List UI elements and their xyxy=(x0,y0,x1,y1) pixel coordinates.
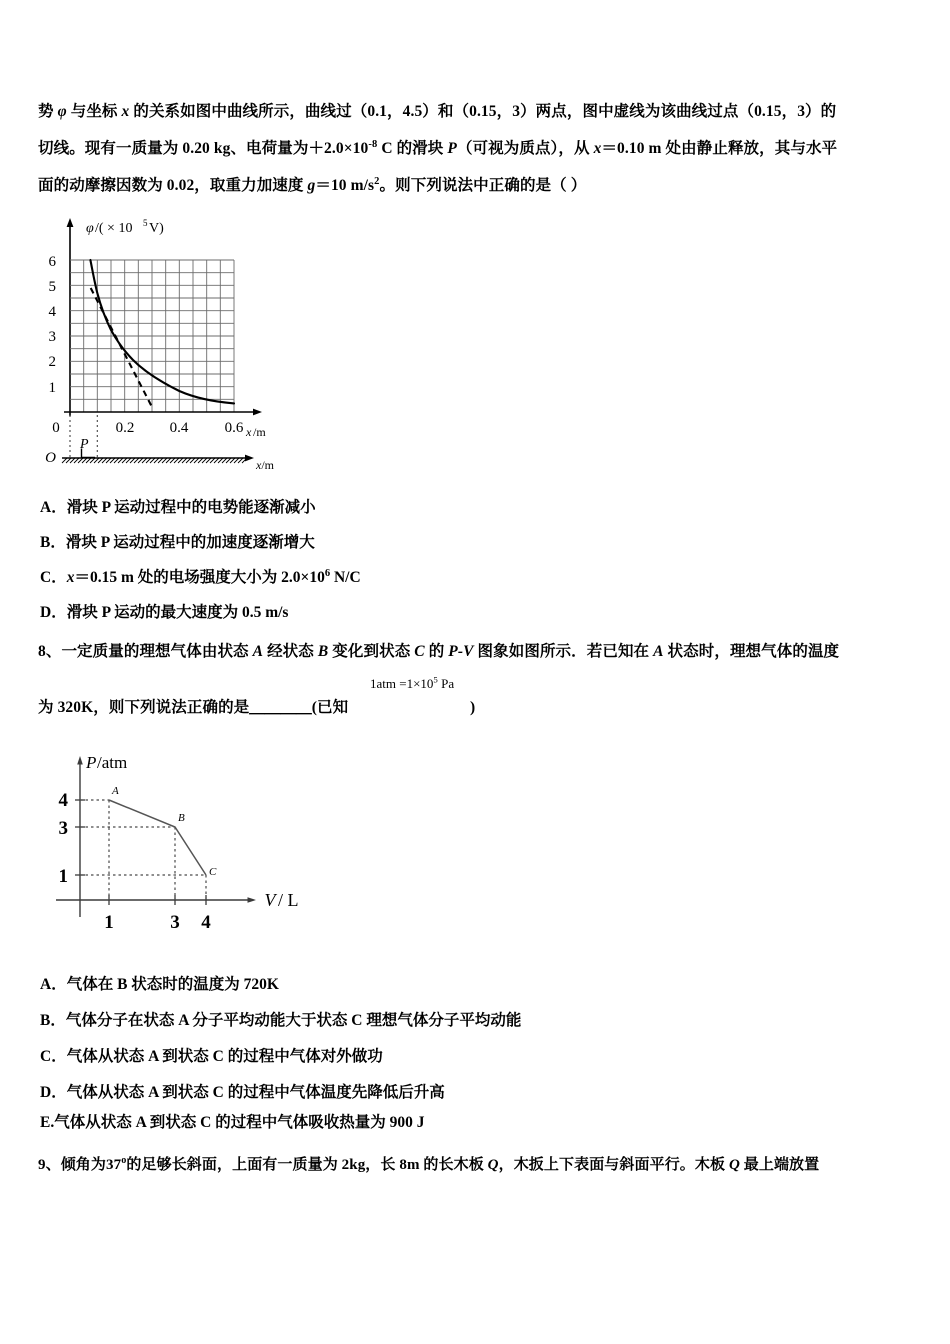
q8-option-B-key: B． xyxy=(40,1012,66,1029)
q8-formula-times: × xyxy=(413,676,421,691)
q8-l1-C: C xyxy=(414,643,425,660)
svg-text:/( × 10: /( × 10 xyxy=(95,221,133,236)
q7-option-C-var: x xyxy=(66,569,75,586)
q7-option-D-text: 滑块 P 运动的最大速度为 0.5 m/s xyxy=(66,604,289,621)
svg-text:1: 1 xyxy=(58,866,68,887)
q8-l1-B: B xyxy=(317,643,329,660)
q7-l2-x: x xyxy=(593,140,602,157)
q8-l1-f: 状态时，理想气体的温度 xyxy=(663,643,840,660)
svg-text:1: 1 xyxy=(48,380,56,396)
svg-text:φ: φ xyxy=(86,221,94,236)
q7-l3-g: g xyxy=(307,177,316,194)
q7-l2-P: P xyxy=(447,140,457,157)
q8-formula-exp: 5 xyxy=(433,674,438,685)
svg-text:4: 4 xyxy=(201,912,211,933)
q8-option-E xyxy=(40,1110,425,1132)
figure-pv-diagram xyxy=(44,742,304,942)
svg-text:3: 3 xyxy=(48,329,56,345)
svg-text:A: A xyxy=(112,785,119,797)
svg-text:B: B xyxy=(178,812,185,824)
q7-option-B xyxy=(40,530,315,552)
q8-l1-a: 8、一定质量的理想气体由状态 xyxy=(38,643,253,660)
q8-option-A xyxy=(40,972,279,994)
q8-l2-pre: 为 320K，则下列说法正确的是 xyxy=(38,699,250,716)
svg-text:C: C xyxy=(209,866,217,878)
q8-option-D-text: 气体从状态 A 到状态 C 的过程中气体温度先降低后升高 xyxy=(66,1084,445,1101)
q9-l1-Q: Q xyxy=(487,1157,499,1173)
q8-option-A-text: 气体在 B 状态时的温度为 720K xyxy=(66,976,279,993)
svg-text:/atm: /atm xyxy=(97,753,128,772)
q7-l1-b: 与坐标 xyxy=(66,103,122,120)
figure1-lower-axis-label: x/m xyxy=(256,458,274,472)
figure-potential-vs-position xyxy=(34,208,334,470)
svg-text:/m: /m xyxy=(253,425,266,439)
q8-atm-formula xyxy=(370,676,454,692)
q8-formula-unit: Pa xyxy=(437,676,455,691)
svg-text:P: P xyxy=(80,437,89,452)
q7-option-D xyxy=(40,600,288,622)
q7-paragraph-line-1 xyxy=(38,94,836,129)
svg-text:1: 1 xyxy=(104,912,114,933)
q8-formula-pre: 1atm =1 xyxy=(370,676,414,691)
q7-l1-c: 的关系如图中曲线所示，曲线过（0.1，4.5）和（0.15，3）两点，图中虚线为该曲线过点（0.15，3）的 xyxy=(129,103,837,120)
q7-l1-x: x xyxy=(121,103,130,120)
q9-l1-deg: o xyxy=(121,1155,127,1166)
q7-option-C-text: ＝0.15 m 处的电场强度大小为 2.0×10 xyxy=(74,569,325,586)
svg-text:P: P xyxy=(86,753,97,772)
q7-l2-b: C 的滑块 xyxy=(377,140,448,157)
q8-l1-b: 经状态 xyxy=(263,643,318,660)
q8-option-E-key: E. xyxy=(40,1114,55,1131)
q9-l1-c: ，木扳上下表面与斜面平行。木板 xyxy=(498,1157,729,1173)
q7-option-C-key: C． xyxy=(40,569,67,586)
q7-l3-exp: 2 xyxy=(374,175,380,187)
svg-text:0.4: 0.4 xyxy=(169,420,189,436)
svg-text:0.2: 0.2 xyxy=(115,420,135,436)
q7-l2-c: （可视为质点），从 xyxy=(456,140,594,157)
q8-option-C-key: C． xyxy=(40,1048,67,1065)
q7-option-A-text: 滑块 P 运动过程中的电势能逐渐减小 xyxy=(66,499,316,516)
q7-l3-c: 。则下列说法中正确的是（ ） xyxy=(379,177,587,194)
q8-l2-mid: (已知 xyxy=(311,699,349,716)
q8-option-A-key: A． xyxy=(40,976,67,993)
q8-paragraph-line-1 xyxy=(38,634,839,669)
q7-paragraph-line-2 xyxy=(38,131,837,166)
q7-option-C-unit: N/C xyxy=(330,569,361,586)
svg-text:/ L: / L xyxy=(278,890,299,910)
q7-l3-b: ＝10 m/s xyxy=(315,177,375,194)
q8-paragraph-line-2 xyxy=(38,690,348,725)
q8-formula-close-paren: ) xyxy=(470,699,476,716)
q9-l1-d: 最上端放置 xyxy=(739,1157,820,1173)
q9-l1-b: 的足够长斜面，上面有一质量为 2kg，长 8m 的长木板 xyxy=(126,1157,488,1173)
q8-option-B-text: 气体分子在状态 A 分子平均动能大于状态 C 理想气体分子平均动能 xyxy=(65,1012,522,1029)
svg-text:4: 4 xyxy=(48,304,56,320)
q8-option-B xyxy=(40,1008,521,1030)
q7-l1-phi: φ xyxy=(57,103,67,120)
q7-l2-a: 切线。现有一质量为 0.20 kg、电荷量为＋2.0×10 xyxy=(38,140,369,157)
q7-l2-d: ＝0.10 m 处由静止释放，其与水平 xyxy=(601,140,838,157)
svg-text:V: V xyxy=(264,890,276,910)
q9-paragraph-line-1 xyxy=(38,1148,819,1183)
q8-l1-e: 图象如图所示．若已知在 xyxy=(473,643,654,660)
q7-option-A-key: A． xyxy=(40,499,67,516)
svg-text:O: O xyxy=(45,450,56,466)
q8-option-C-text: 气体从状态 A 到状态 C 的过程中气体对外做功 xyxy=(66,1048,383,1065)
q8-l1-A2: A xyxy=(653,643,664,660)
svg-text:x: x xyxy=(246,425,252,439)
svg-text:V): V) xyxy=(149,221,164,236)
svg-text:3: 3 xyxy=(58,818,68,839)
q7-option-C xyxy=(40,565,361,587)
q7-option-B-key: B． xyxy=(40,534,66,551)
q8-l1-A: A xyxy=(252,643,264,660)
q7-option-B-text: 滑块 P 运动过程中的加速度逐渐增大 xyxy=(65,534,315,551)
q9-l1-Q2: Q xyxy=(728,1157,740,1173)
q7-l2-exp: -8 xyxy=(368,138,378,150)
q7-l3-a: 面的动摩擦因数为 0.02，取重力加速度 xyxy=(38,177,308,194)
q7-option-D-key: D． xyxy=(40,604,67,621)
q8-option-C xyxy=(40,1044,383,1066)
q7-option-A xyxy=(40,495,316,517)
q8-l1-PV: P-V xyxy=(448,643,474,660)
q8-option-D xyxy=(40,1080,445,1102)
q8-option-E-text: 气体从状态 A 到状态 C 的过程中气体吸收热量为 900 J xyxy=(54,1114,425,1131)
svg-text:5: 5 xyxy=(48,279,56,295)
svg-text:4: 4 xyxy=(58,790,68,811)
svg-text:6: 6 xyxy=(48,254,56,270)
svg-text:2: 2 xyxy=(48,354,56,370)
q8-option-D-key: D． xyxy=(40,1084,67,1101)
q8-l2-blank: ＿＿＿＿ xyxy=(249,699,312,716)
q9-l1-a: 9、倾角为37 xyxy=(38,1157,122,1173)
svg-text:0: 0 xyxy=(52,420,60,436)
svg-text:3: 3 xyxy=(170,912,180,933)
svg-text:0.6: 0.6 xyxy=(224,420,244,436)
q7-option-C-exp: 6 xyxy=(324,567,331,579)
q7-paragraph-line-3 xyxy=(38,168,586,203)
q7-l1-a: 势 xyxy=(38,103,58,120)
q8-formula-base: 10 xyxy=(420,676,434,691)
q8-l1-c: 变化到状态 xyxy=(328,643,415,660)
svg-text:5: 5 xyxy=(143,218,148,228)
q8-l1-d: 的 xyxy=(424,643,449,660)
